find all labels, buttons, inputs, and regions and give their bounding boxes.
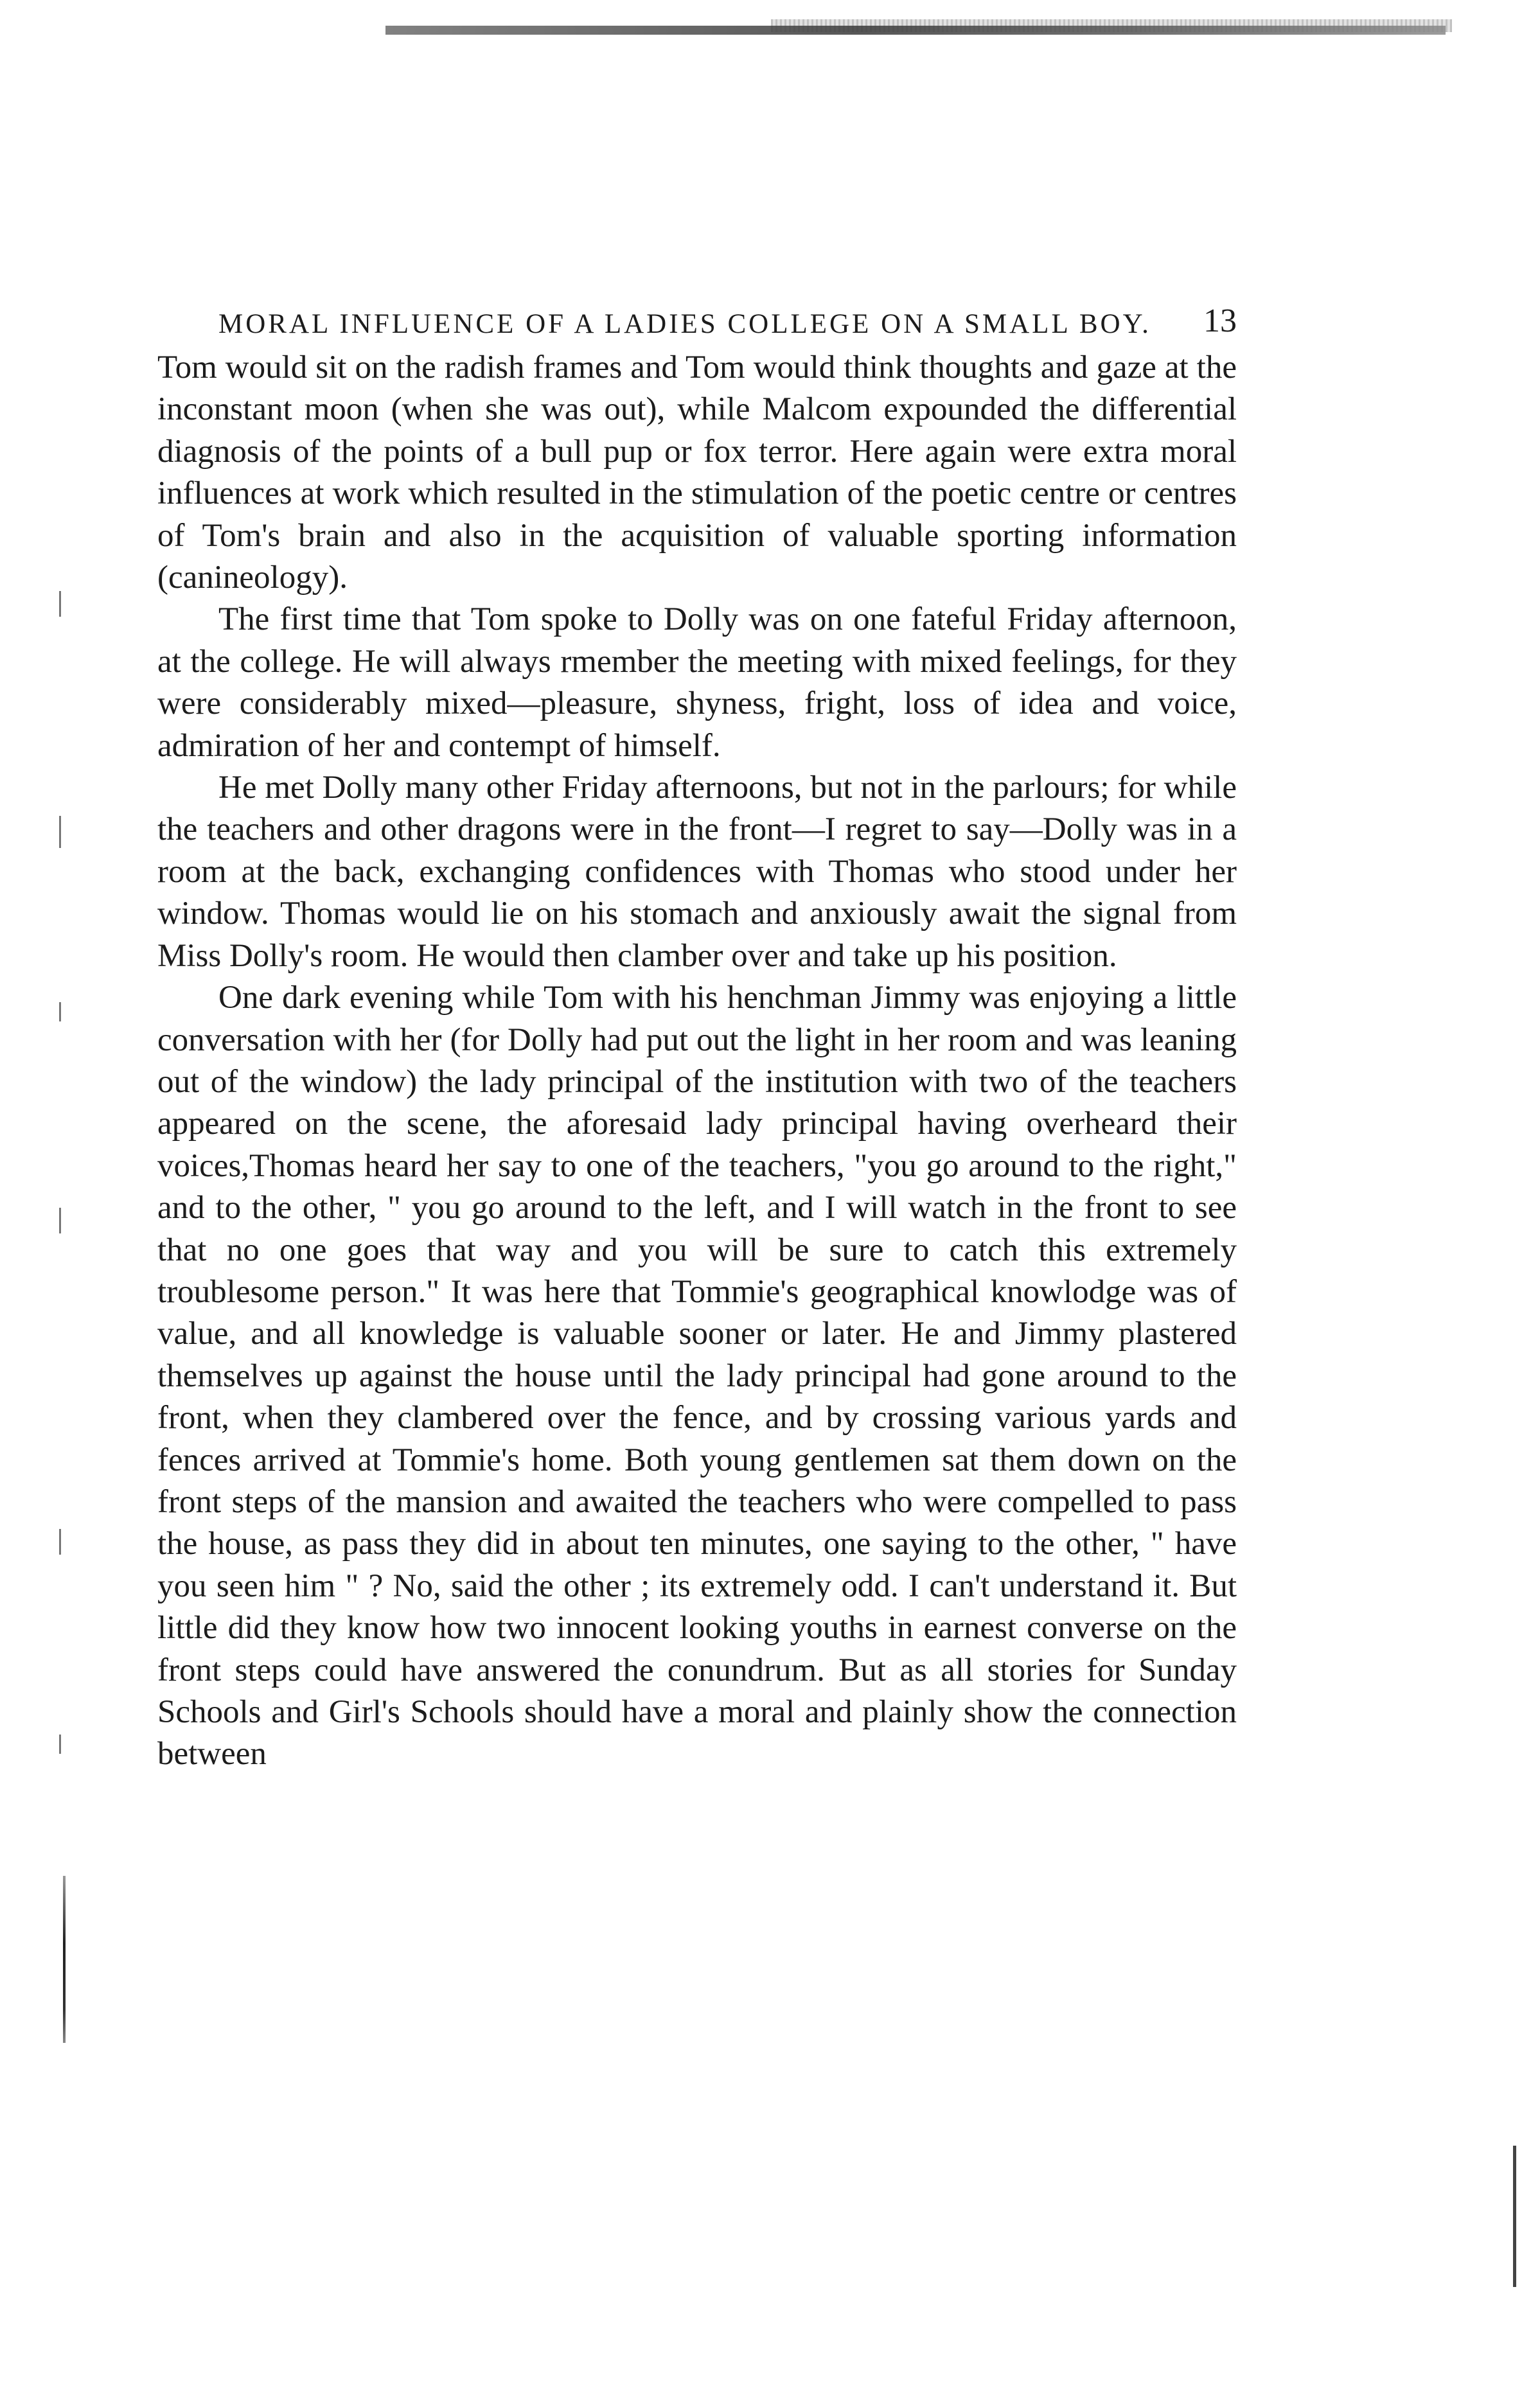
scan-margin-mark xyxy=(59,1002,61,1021)
running-head xyxy=(157,302,1237,347)
paragraph: The first time that Tom spoke to Dolly was on one fateful Friday afternoon, at the college. He will always rmember the meeting with mixed feelings, for they were considerably mixed—pleasure, shyness, fright, loss of idea and voice, admiration of her and contempt of himself. xyxy=(157,601,1237,764)
book-page xyxy=(157,302,1237,1776)
scan-top-rule xyxy=(385,26,1446,35)
body-text xyxy=(157,347,1237,1776)
scan-margin-mark xyxy=(59,591,61,617)
scan-right-edge xyxy=(1513,2146,1516,2287)
scan-margin-mark xyxy=(59,1735,61,1754)
running-title: MORAL INFLUENCE OF A LADIES COLLEGE ON A SMALL BOY. xyxy=(218,309,1151,339)
paragraph: One dark evening while Tom with his henchman Jimmy was enjoying a little conversation with her (for Dolly had put out the light in her room and was leaning out of the window) the lady principal of the institution with two of the teachers appeared on the scene, the aforesaid lady principal having overheard their voices,Thomas heard her say to one of the teachers, "you go around to the right," and to the other, " you go around to the left, and I will watch in the front to see that no one goes that way and you will be sure to catch this extremely troublesome person." It was here that Tommie's geographical knowlodge was of value, and all knowledge is valuable sooner or later. He and Jimmy plastered themselves up against the house until the lady principal had gone around to the front, when they clambered over the fence, and by crossing various yards and fences arrived at Tommie's home. Both young gentlemen sat them down on the front steps of the mansion and awaited the teachers who were compelled to pass the house, as pass they did in about ten minutes, one saying to the other, " have you seen him " ? No, said the other ; its extremely odd. I can't understand it. But little did they know how two innocent looking youths in earnest converse on the front steps could have answered the conundrum. But as all stories for Sunday Schools and Girl's Schools should have a moral and plainly show the connection between xyxy=(157,980,1237,1772)
scan-margin-bar xyxy=(63,1876,66,2043)
paragraph: He met Dolly many other Friday afternoons, but not in the parlours; for while the teachers and other dragons were in the front—I regret to say—Dolly was in a room at the back, exchanging confidences with Thomas who stood under her window. Thomas would lie on his stomach and anxiously await the signal from Miss Dolly's room. He would then clamber over and take up his position. xyxy=(157,770,1237,974)
scan-margin-mark xyxy=(59,1208,61,1233)
paragraph: Tom would sit on the radish frames and Tom would think thoughts and gaze at the inconstant moon (when she was out), while Malcom expounded the differential diagnosis of the points of a bull pup or fox terror. Here again were extra moral influences at work which resulted in the stimulation of the poetic centre or centres of Tom's brain and also in the acquisition of valuable sporting information (canineology). xyxy=(157,349,1237,596)
scan-margin-mark xyxy=(59,816,61,848)
page-number: 13 xyxy=(1203,303,1237,339)
scan-margin-mark xyxy=(59,1529,61,1555)
